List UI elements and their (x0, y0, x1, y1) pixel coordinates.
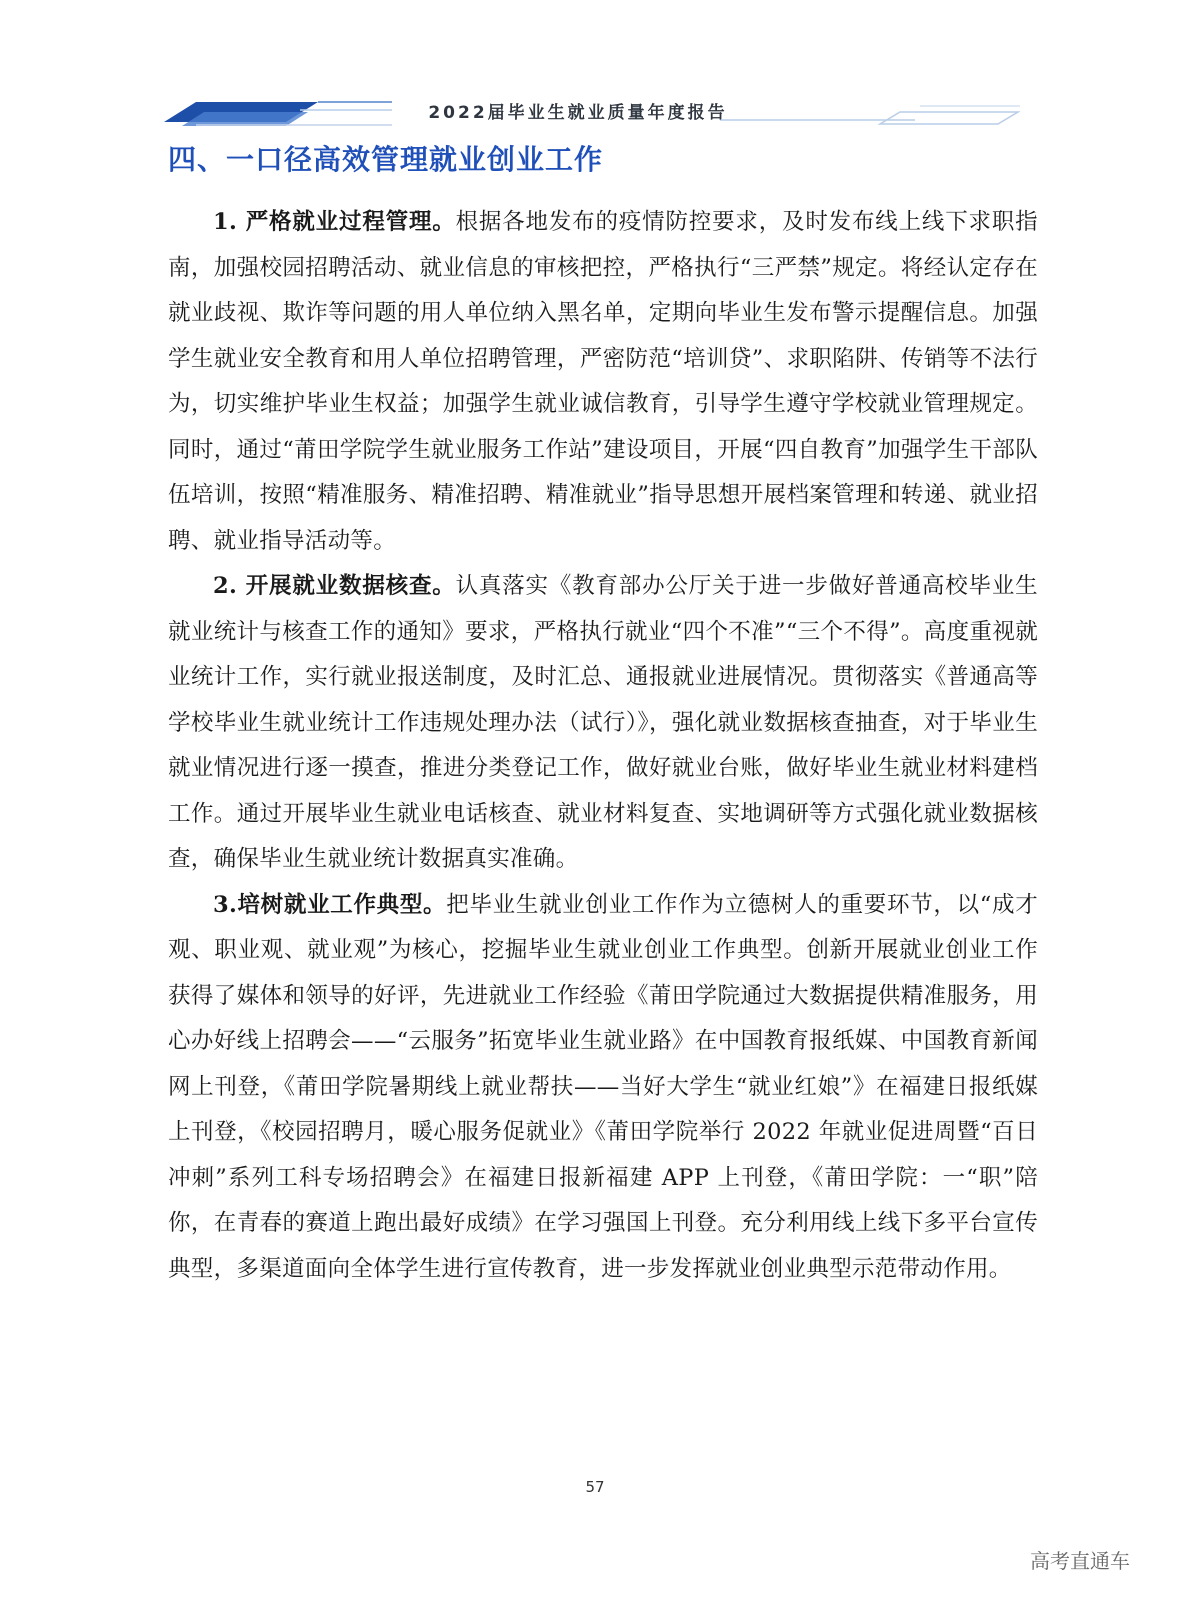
paragraph-3-text: 把毕业生就业创业工作作为立德树人的重要环节，以“成才观、职业观、就业观”为核心，挖掘毕业生就业创业工作典型。创新开展就业创业工作获得了媒体和领导的好评，先进就业工作经验《莆田学院通过大数据提供精准服务，用心办好线上招聘会——“云服务”拓宽毕业生就业路》在中国教育报纸媒、中国教育新闻网上刊登，《莆田学院暑期线上就业帮扶——当好大学生“就业红娘”》在福建日报纸媒上刊登，《校园招聘月，暖心服务促就业》《莆田学院举行 2022 年就业促进周暨“百日冲刺”系列工科专场招聘会》在福建日报新福建 APP 上刊登，《莆田学院：一“职”陪你，在青春的赛道上跑出最好成绩》在学习强国上刊登。充分利用线上线下多平台宣传典型，多渠道面向全体学生进行宣传教育，进一步发挥就业创业典型示范带动作用。 (168, 891, 1038, 1282)
body-content (168, 200, 1038, 1292)
page-header (160, 96, 1040, 132)
section-title: 四、一口径高效管理就业创业工作 (168, 143, 604, 176)
paragraph-2 (168, 564, 1038, 883)
paragraph-1-text: 根据各地发布的疫情防控要求，及时发布线上线下求职指南，加强校园招聘活动、就业信息的审核把控，严格执行“三严禁”规定。将经认定存在就业歧视、欺诈等问题的用人单位纳入黑名单，定期向毕业生发布警示提醒信息。加强学生就业安全教育和用人单位招聘管理，严密防范“培训贷”、求职陷阱、传销等不法行为，切实维护毕业生权益；加强学生就业诚信教育，引导学生遵守学校就业管理规定。同时，通过“莆田学院学生就业服务工作站”建设项目，开展“四自教育”加强学生干部队伍培训，按照“精准服务、精准招聘、精准就业”指导思想开展档案管理和转递、就业招聘、就业指导活动等。 (168, 209, 1038, 554)
header-title: 2022届毕业生就业质量年度报告 (428, 103, 728, 123)
paragraph-3 (168, 883, 1038, 1293)
paragraph-3-heading: 3.培树就业工作典型。 (213, 891, 447, 918)
watermark-text: 高考直通车 (1030, 1549, 1130, 1573)
paragraph-1 (168, 200, 1038, 564)
paragraph-2-text: 认真落实《教育部办公厅关于进一步做好普通高校毕业生就业统计与核查工作的通知》要求，严格执行就业“四个不准”“三个不得”。高度重视就业统计工作，实行就业报送制度，及时汇总、通报就业进展情况。贯彻落实《普通高等学校毕业生就业统计工作违规处理办法（试行）》，强化就业数据核查抽查，对于毕业生就业情况进行逐一摸查，推进分类登记工作，做好就业台账，做好毕业生就业材料建档工作。通过开展毕业生就业电话核查、就业材料复查、实地调研等方式强化就业数据核查，确保毕业生就业统计数据真实准确。 (168, 573, 1038, 872)
paragraph-2-heading: 2. 开展就业数据核查。 (213, 573, 456, 599)
paragraph-1-heading: 1. 严格就业过程管理。 (213, 209, 456, 235)
page-number: 57 (585, 1478, 605, 1496)
